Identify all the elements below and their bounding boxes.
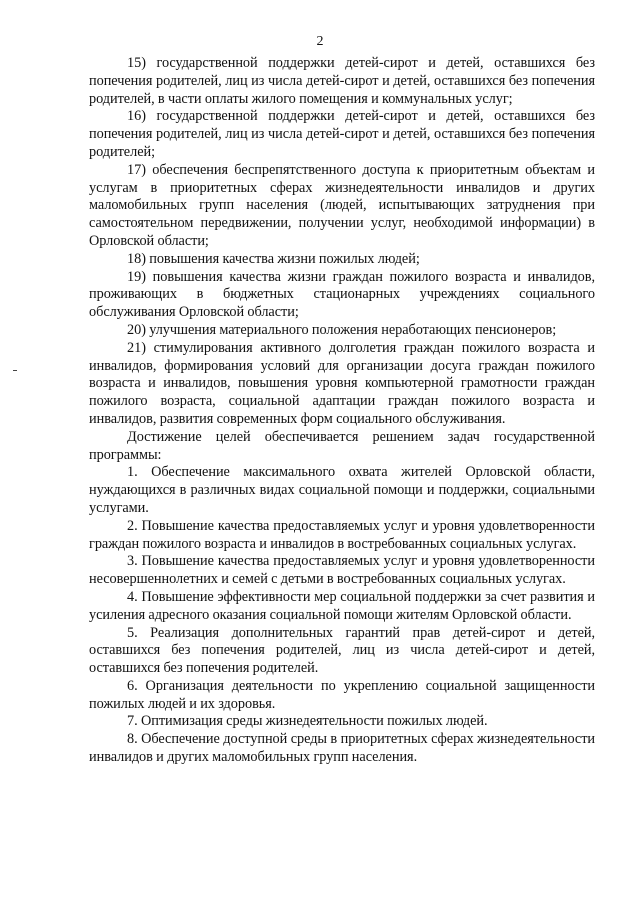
margin-mark (13, 370, 17, 371)
paragraph-item-15: 15) государственной поддержки детей-сирот и детей, оставшихся без попечения родителей, лиц из числа детей-сирот и детей, оставшихся без попечения родителей, в части оплаты жилого помещения и коммунальных услуг; (89, 55, 595, 107)
paragraph-item-19: 19) повышения качества жизни граждан пожилого возраста и инвалидов, проживающих в бюджетных стационарных учреждениях социального обслуживания Орловской области; (89, 268, 595, 321)
paragraph-task-6: 6. Организация деятельности по укреплению социальной защищенности пожилых людей и их здоровья. (89, 677, 595, 712)
paragraph-item-21: 21) стимулирования активного долголетия граждан пожилого возраста и инвалидов, формирования условий для организации досуга граждан пожилого возраста и инвалидов, повышения уровня компьютерной грамотности граждан пожилого возраста, социальной адаптации граждан пожилого возраста и инвалидов, развития современных форм социального обслуживания. (89, 339, 595, 427)
paragraph-goals-intro: Достижение целей обеспечивается решением задач государственной программы: (89, 428, 595, 463)
paragraph-task-1: 1. Обеспечение максимального охвата жителей Орловской области, нуждающихся в различных видах социальной помощи и поддержки, социальными услугами. (89, 464, 595, 516)
paragraph-task-4: 4. Повышение эффективности мер социальной поддержки за счет развития и усиления адресного оказания социальной помощи жителям Орловской области. (89, 588, 595, 623)
paragraph-task-8: 8. Обеспечение доступной среды в приоритетных сферах жизнедеятельности инвалидов и других маломобильных групп населения. (89, 731, 595, 766)
document-body (89, 55, 595, 767)
paragraph-task-7: 7. Оптимизация среды жизнедеятельности пожилых людей. (127, 713, 488, 730)
page-number: 2 (316, 34, 324, 49)
paragraph-task-2: 2. Повышение качества предоставляемых услуг и уровня удовлетворенности граждан пожилого возраста и инвалидов в востребованных социальных услугах. (89, 517, 595, 552)
paragraph-item-18: 18) повышения качества жизни пожилых людей; (127, 250, 420, 267)
paragraph-item-16: 16) государственной поддержки детей-сирот и детей, оставшихся без попечения родителей, лиц из числа детей-сирот и детей, оставшихся без попечения родителей; (89, 108, 595, 160)
paragraph-task-3: 3. Повышение качества предоставляемых услуг и уровня удовлетворенности несовершеннолетних и семей с детьми в востребованных социальных услугах. (89, 553, 595, 588)
paragraph-item-20: 20) улучшения материального положения неработающих пенсионеров; (127, 321, 557, 338)
paragraph-task-5: 5. Реализация дополнительных гарантий прав детей-сирот и детей, оставшихся без попечения родителей, лиц из числа детей-сирот и детей, оставшихся без попечения родителей. (89, 624, 595, 677)
paragraph-item-17: 17) обеспечения беспрепятственного доступа к приоритетным объектам и услугам в приоритетных сферах жизнедеятельности инвалидов и других маломобильных групп населения (людей, испытывающих затруднения при самостоятельном передвижении, получении услуг, необходимой информации) в Орловской области; (89, 161, 595, 249)
